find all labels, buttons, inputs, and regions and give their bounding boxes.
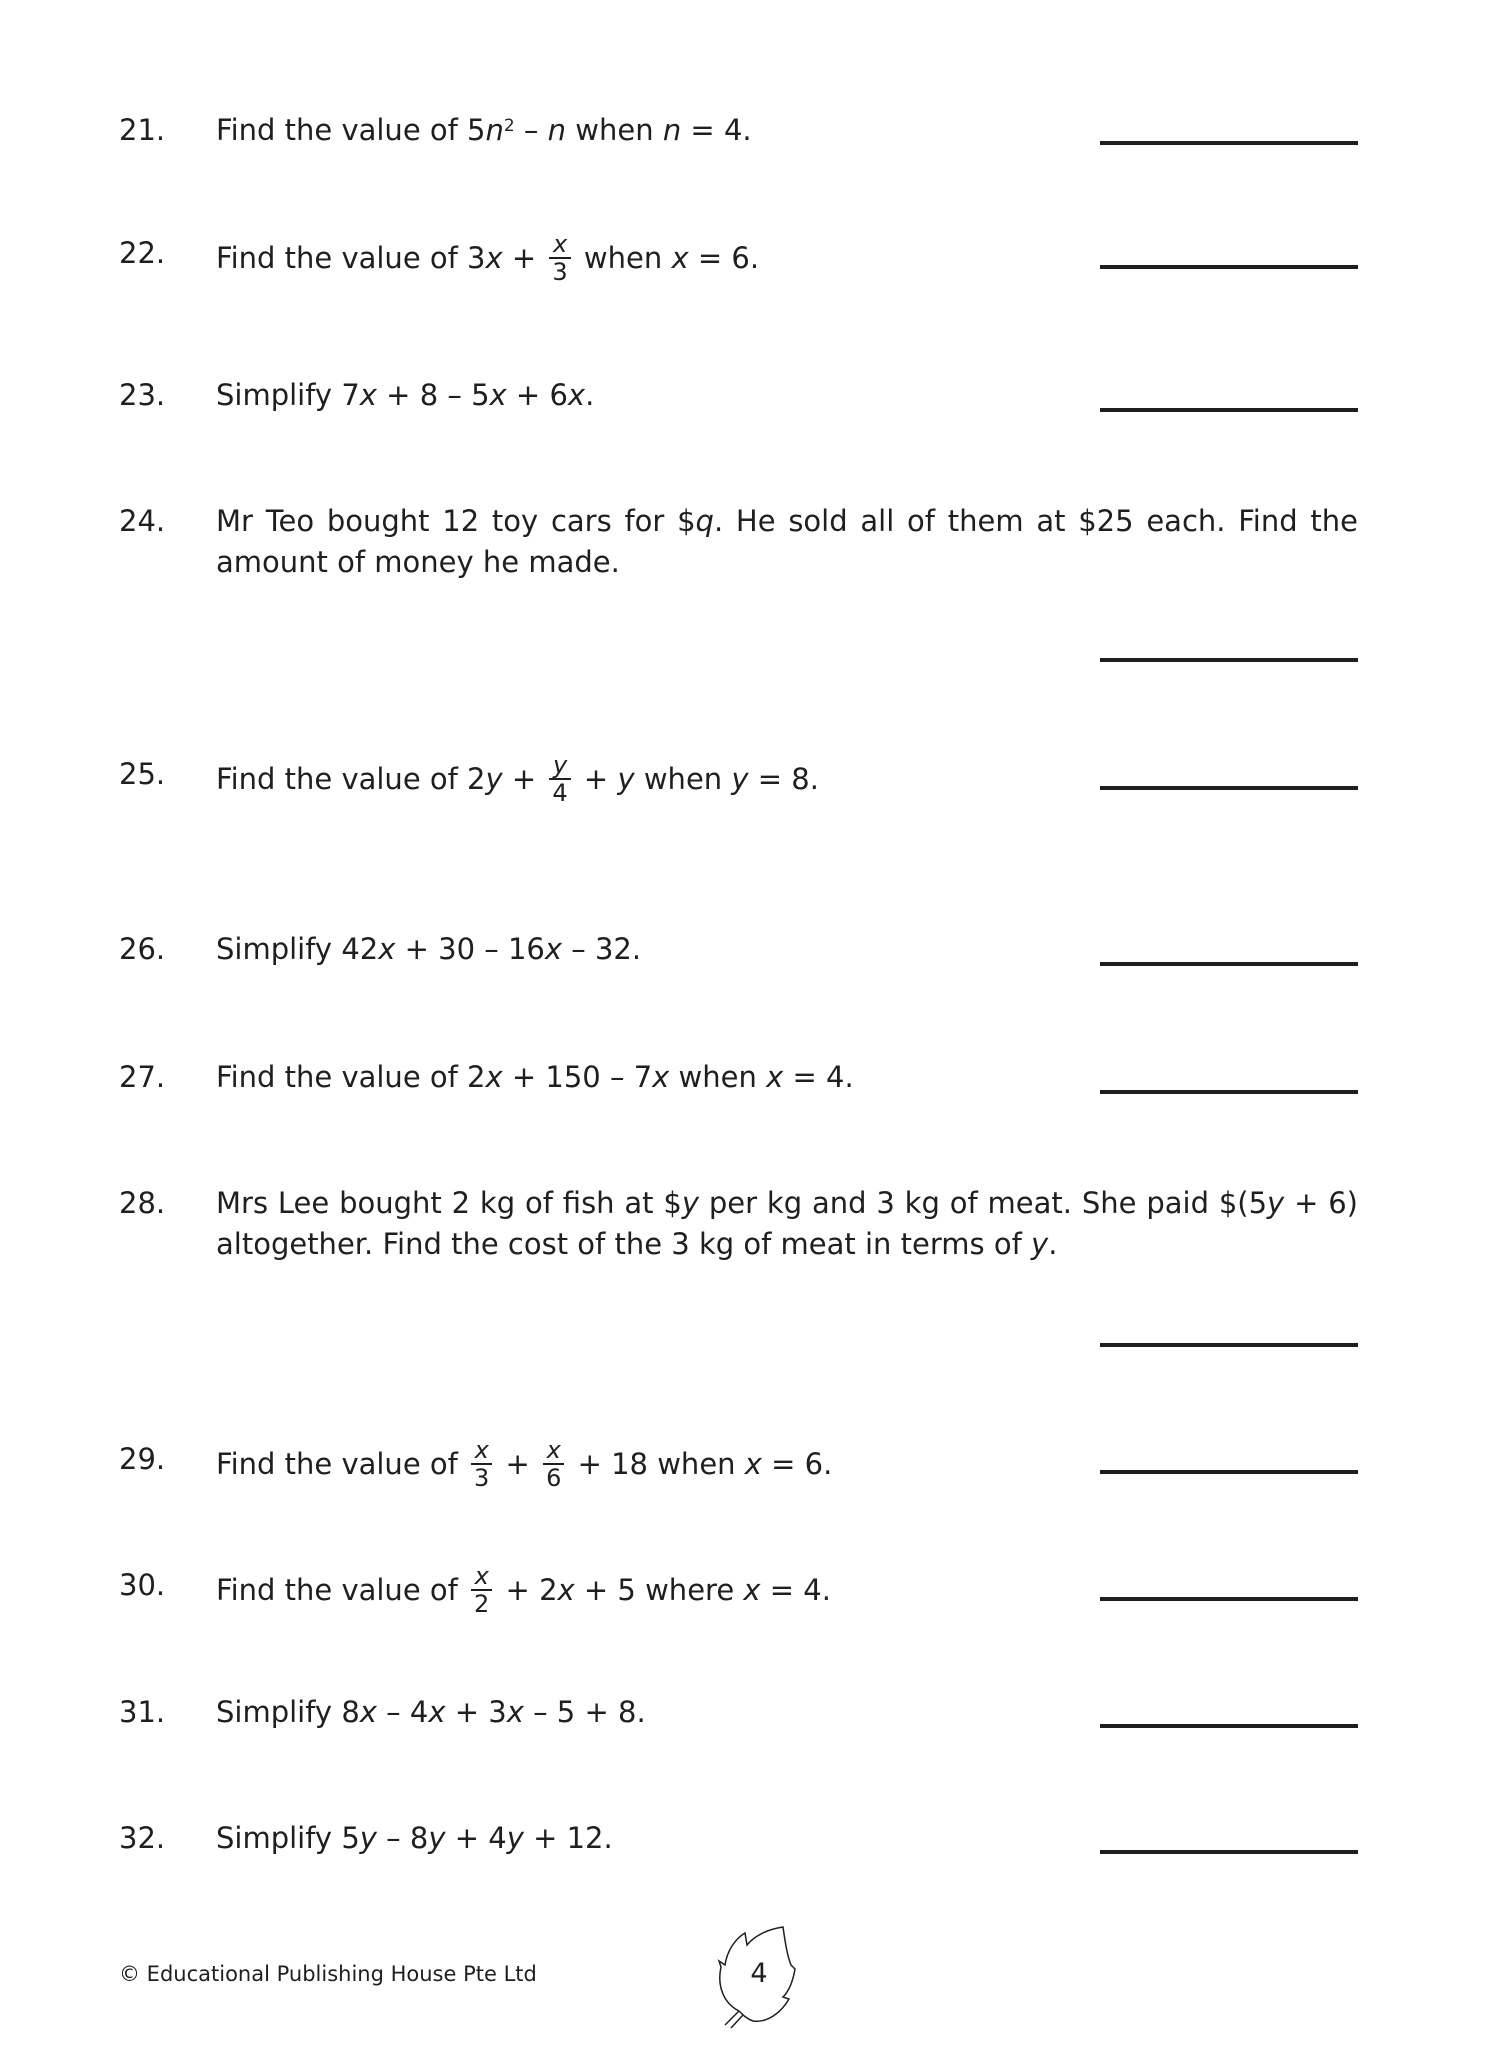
question-text: Find the value of $\frac{x}{3}$ + $\frac{x}{6}$ + 18 when x = 6.	[216, 1436, 833, 1492]
answer-line-29[interactable]	[1100, 1470, 1358, 1474]
question-text: Find the value of 3x + $\frac{x}{3}$ when x = 6.	[216, 230, 760, 286]
question-text: Find the value of 2y + $\frac{y}{4}$ + y when y = 8.	[216, 751, 819, 807]
question-number: 32.	[119, 1821, 166, 1855]
page-number: 4	[750, 1958, 768, 1989]
answer-line-27[interactable]	[1100, 1090, 1358, 1094]
answer-line-21[interactable]	[1100, 141, 1358, 145]
question-text: Simplify 8x – 4x + 3x – 5 + 8.	[216, 1695, 646, 1729]
question-number: 31.	[119, 1695, 166, 1729]
answer-line-25[interactable]	[1100, 786, 1358, 790]
question-number: 24.	[119, 504, 166, 538]
answer-line-30[interactable]	[1100, 1597, 1358, 1601]
answer-line-28[interactable]	[1100, 1343, 1358, 1347]
question-number: 29.	[119, 1442, 166, 1476]
question-text: Find the value of 2x + 150 – 7x when x = 4.	[216, 1060, 854, 1094]
question-text: Simplify 7x + 8 – 5x + 6x.	[216, 378, 595, 412]
fraction: $\frac{x}{6}$	[543, 1437, 564, 1491]
question-text: Mrs Lee bought 2 kg of fish at $y per kg and 3 kg of meat. She paid $(5y + 6) altogether. Find the cost of the 3 kg of meat in terms of y.	[216, 1186, 1358, 1261]
answer-line-31[interactable]	[1100, 1724, 1358, 1728]
question-text: Find the value of $5n^2$ – n when n = 4.	[216, 113, 752, 147]
answer-line-22[interactable]	[1100, 265, 1358, 269]
fraction: $\frac{x}{2}$	[471, 1563, 492, 1617]
answer-line-23[interactable]	[1100, 408, 1358, 412]
question-text: Find the value of $\frac{x}{2}$ + 2x + 5 where x = 4.	[216, 1562, 831, 1618]
question-number: 22.	[119, 236, 166, 270]
fraction: $\frac{y}{4}$	[549, 752, 570, 806]
question-text: Simplify 42x + 30 – 16x – 32.	[216, 932, 642, 966]
answer-line-24[interactable]	[1100, 658, 1358, 662]
question-text: Simplify 5y – 8y + 4y + 12.	[216, 1821, 613, 1855]
fraction: $\frac{x}{3}$	[471, 1437, 492, 1491]
copyright-footer: © Educational Publishing House Pte Ltd	[119, 1962, 537, 1986]
question-number: 26.	[119, 932, 166, 966]
question-number: 28.	[119, 1186, 166, 1220]
question-number: 23.	[119, 378, 166, 412]
question-number: 27.	[119, 1060, 166, 1094]
answer-line-32[interactable]	[1100, 1850, 1358, 1854]
question-number: 21.	[119, 113, 166, 147]
question-number: 25.	[119, 757, 166, 791]
question-text: Mr Teo bought 12 toy cars for $q. He sold all of them at $25 each. Find the amount of money he made.	[216, 504, 1358, 579]
answer-line-26[interactable]	[1100, 962, 1358, 966]
question-number: 30.	[119, 1568, 166, 1602]
fraction: $\frac{x}{3}$	[549, 231, 570, 285]
